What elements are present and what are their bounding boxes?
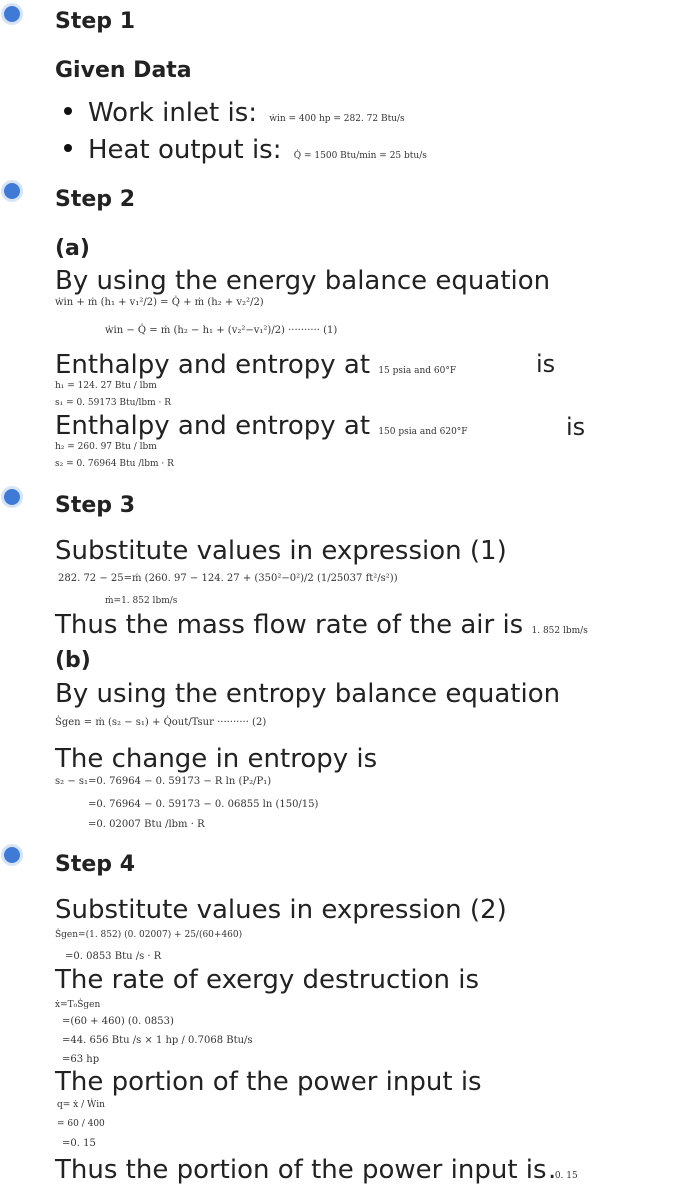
mass-flow-value: ṁ=1. 852 lbm/s	[105, 596, 178, 606]
exergy-destruction-title: The rate of exergy destruction is	[55, 965, 480, 995]
portion-line2: = 60 / 400	[57, 1119, 105, 1129]
substitute-2-title: Substitute values in expression (2)	[55, 895, 507, 925]
heat-output-item	[64, 135, 427, 165]
exergy-line3: =44. 656 Btu /s × 1 hp / 0.7068 Btu/s	[62, 1035, 253, 1046]
step1-heading: Step 1	[55, 9, 135, 34]
entropy-balance-equation-2: Ṡgen = ṁ (s₂ − s₁) + Q̇out/Tsur ·········· (2)	[55, 717, 267, 728]
substitute-1-title: Substitute values in expression (1)	[55, 536, 507, 566]
portion-line3: =0. 15	[62, 1138, 96, 1149]
s2-value: s₂ = 0. 76964 Btu /lbm · R	[55, 459, 174, 469]
entropy-change-line3: =0. 02007 Btu /lbm · R	[88, 819, 205, 830]
bullet-icon	[64, 107, 72, 115]
energy-balance-equation: ẇin + ṁ (h₁ + v₁²/2) = Q̇ + ṁ (h₂ + v₂²/2)	[55, 297, 264, 308]
s1-value: s₁ = 0. 59173 Btu/lbm · R	[55, 398, 172, 408]
power-portion-title: The portion of the power input is	[55, 1067, 482, 1097]
state2-condition: 150 psia and 620°F	[378, 427, 468, 437]
mass-flow-conclusion-label: Thus the mass flow rate of the air is	[55, 610, 524, 640]
work-inlet-equation: ẇin = 400 hp = 282. 72 Btu/s	[269, 114, 405, 124]
enthalpy-state2-label: Enthalpy and entropy at	[55, 411, 371, 441]
entropy-change-title: The change in entropy is	[55, 744, 378, 774]
work-inlet-label: Work inlet is:	[88, 98, 258, 128]
enthalpy-state1-label: Enthalpy and entropy at	[55, 350, 371, 380]
power-portion-conclusion-value: 0. 15	[554, 1171, 578, 1181]
h2-value: h₂ = 260. 97 Btu / lbm	[55, 442, 157, 452]
power-portion-conclusion	[55, 1155, 578, 1185]
sgen-value: =0. 0853 Btu /s · R	[65, 951, 162, 962]
heat-output-equation: Q̇ = 1500 Btu/min = 25 btu/s	[293, 151, 427, 161]
energy-balance-equation-1: ẇin − Q̇ = ṁ (h₂ − h₁ + (v₂²−v₁²)/2) ·········· (1)	[105, 325, 338, 336]
exergy-line1: ẋ=T₀Ṡgen	[55, 1000, 101, 1010]
step4-marker-icon	[1, 844, 23, 866]
mass-flow-conclusion	[55, 610, 588, 640]
mass-flow-conclusion-value: 1. 852 lbm/s	[531, 626, 588, 636]
is-text: is	[536, 350, 556, 378]
portion-line1: q= ẋ / Ẇin	[57, 1100, 105, 1110]
exergy-line4: =63 hp	[62, 1054, 100, 1065]
part-a-label: (a)	[55, 236, 90, 261]
step2-marker-icon	[1, 180, 23, 202]
entropy-balance-title: By using the entropy balance equation	[55, 679, 561, 709]
energy-balance-title: By using the energy balance equation	[55, 266, 551, 296]
step2-heading: Step 2	[55, 187, 135, 212]
period-mark: .	[548, 1155, 557, 1185]
bullet-icon	[64, 144, 72, 152]
step1-marker-icon	[1, 3, 23, 25]
given-data-heading: Given Data	[55, 58, 192, 83]
exergy-line2: =(60 + 460) (0. 0853)	[62, 1016, 174, 1027]
part-b-label: (b)	[55, 648, 91, 673]
enthalpy-state1-title	[55, 350, 456, 380]
power-portion-conclusion-label: Thus the portion of the power input is	[55, 1155, 547, 1185]
substitute-1-equation: 282. 72 − 25=ṁ (260. 97 − 124. 27 + (350²−0²)/2 (1/25037 ft²/s²))	[58, 573, 398, 584]
step3-marker-icon	[1, 486, 23, 508]
substitute-2-equation: Ṡgen=(1. 852) (0. 02007) + 25/(60+460)	[55, 930, 243, 940]
work-inlet-item	[64, 98, 405, 128]
state1-condition: 15 psia and 60°F	[378, 366, 457, 376]
h1-value: h₁ = 124. 27 Btu / lbm	[55, 381, 157, 391]
enthalpy-state2-title	[55, 411, 468, 441]
heat-output-label: Heat output is:	[88, 135, 282, 165]
step3-heading: Step 3	[55, 493, 135, 518]
entropy-change-line1: s₂ − s₁=0. 76964 − 0. 59173 − R ln (P₂/P₁)	[55, 776, 272, 787]
entropy-change-line2: =0. 76964 − 0. 59173 − 0. 06855 ln (150/15)	[88, 799, 319, 810]
step4-heading: Step 4	[55, 852, 135, 877]
is-text: is	[566, 413, 586, 441]
